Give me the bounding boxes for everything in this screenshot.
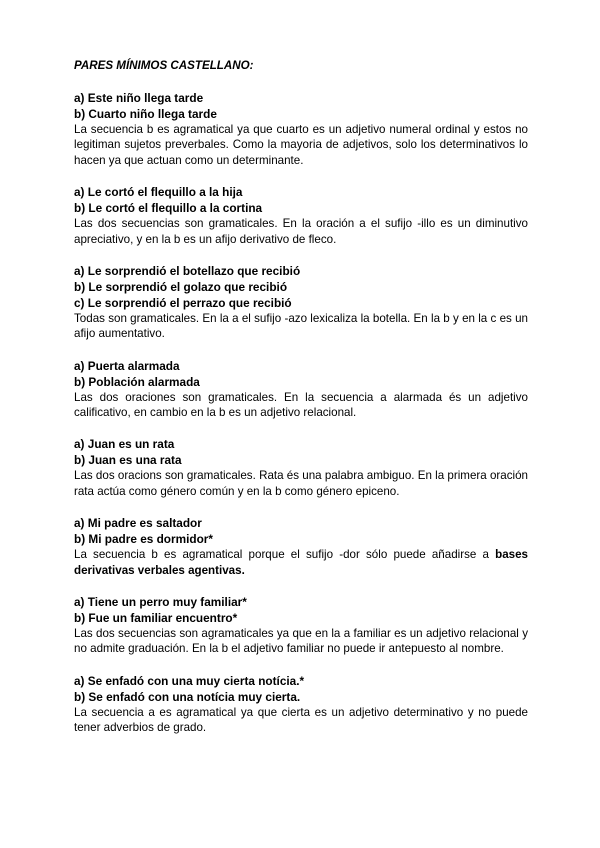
- example-sentence: b) Le sorprendió el golazo que recibió: [74, 279, 288, 294]
- example-sentence: b) Mi padre es dormidor*: [74, 532, 213, 547]
- explanation-text: La secuencia a es agramatical ya que cierta es un adjetivo determinativo y no puede tener adverbios de grado.: [74, 705, 528, 735]
- minimal-pair-6: [74, 515, 528, 578]
- document-page: [74, 58, 528, 751]
- explanation-bold: bases derivativas verbales agentivas.: [74, 548, 528, 577]
- explanation-plain: La secuencia b es agramatical porque el sufijo -dor sólo puede añadirse a: [74, 548, 489, 562]
- example-sentence: c) Le sorprendió el perrazo que recibió: [74, 295, 292, 310]
- minimal-pair-1: [74, 90, 528, 169]
- explanation-text: [74, 547, 528, 578]
- explanation-text: Las dos secuencias son agramaticales ya que en la a familiar es un adjetivo relacional y no admite graduación. En la b el adjetivo familiar no puede ir antepuesto al nombre.: [74, 626, 528, 656]
- example-sentence: b) Juan es una rata: [74, 453, 182, 468]
- minimal-pair-8: [74, 673, 528, 736]
- example-sentence: b) Población alarmada: [74, 374, 200, 389]
- document-title: PARES MÍNIMOS CASTELLANO:: [74, 59, 254, 72]
- explanation-text: Las dos oraciones son gramaticales. En la secuencia a alarmada és un adjetivo calificativo, en cambio en la b es un adjetivo relacional.: [74, 390, 528, 420]
- example-sentence: b) Fue un familiar encuentro*: [74, 610, 238, 625]
- example-sentence: b) Se enfadó con una notícia muy cierta.: [74, 689, 301, 704]
- explanation-text: Las dos secuencias son gramaticales. En la oración a el sufijo -illo es un diminutivo apreciativo, y en la b es un afijo derivativo de fleco.: [74, 216, 528, 246]
- example-sentence: b) Cuarto niño llega tarde: [74, 106, 217, 121]
- explanation-text: La secuencia b es agramatical ya que cuarto es un adjetivo numeral ordinal y estos no legitiman sujetos preverbales. Como la mayoria de adjetivos, solo los determinativos lo hacen ya que actuan como un determinante.: [74, 122, 528, 167]
- minimal-pair-7: [74, 594, 528, 657]
- example-sentence: a) Mi padre es saltador: [74, 516, 202, 531]
- minimal-pair-5: [74, 436, 528, 499]
- minimal-pair-3: [74, 263, 528, 342]
- example-sentence: a) Se enfadó con una muy cierta notícia.*: [74, 673, 305, 688]
- explanation-text: Todas son gramaticales. En la a el sufijo -azo lexicaliza la botella. En la b y en la c es un afijo aumentativo.: [74, 311, 528, 341]
- minimal-pair-4: [74, 358, 528, 421]
- example-sentence: a) Tiene un perro muy familiar*: [74, 594, 247, 609]
- explanation-text: Las dos oracions son gramaticales. Rata és una palabra ambiguo. En la primera oración rata actúa como género común y en la b como género epiceno.: [74, 469, 528, 498]
- example-sentence: a) Puerta alarmada: [74, 358, 180, 373]
- example-sentence: a) Le sorprendió el botellazo que recibió: [74, 263, 301, 278]
- example-sentence: a) Le cortó el flequillo a la hija: [74, 184, 243, 199]
- example-sentence: a) Juan es un rata: [74, 437, 175, 452]
- example-sentence: b) Le cortó el flequillo a la cortina: [74, 200, 263, 215]
- minimal-pair-2: [74, 184, 528, 247]
- example-sentence: a) Este niño llega tarde: [74, 90, 204, 105]
